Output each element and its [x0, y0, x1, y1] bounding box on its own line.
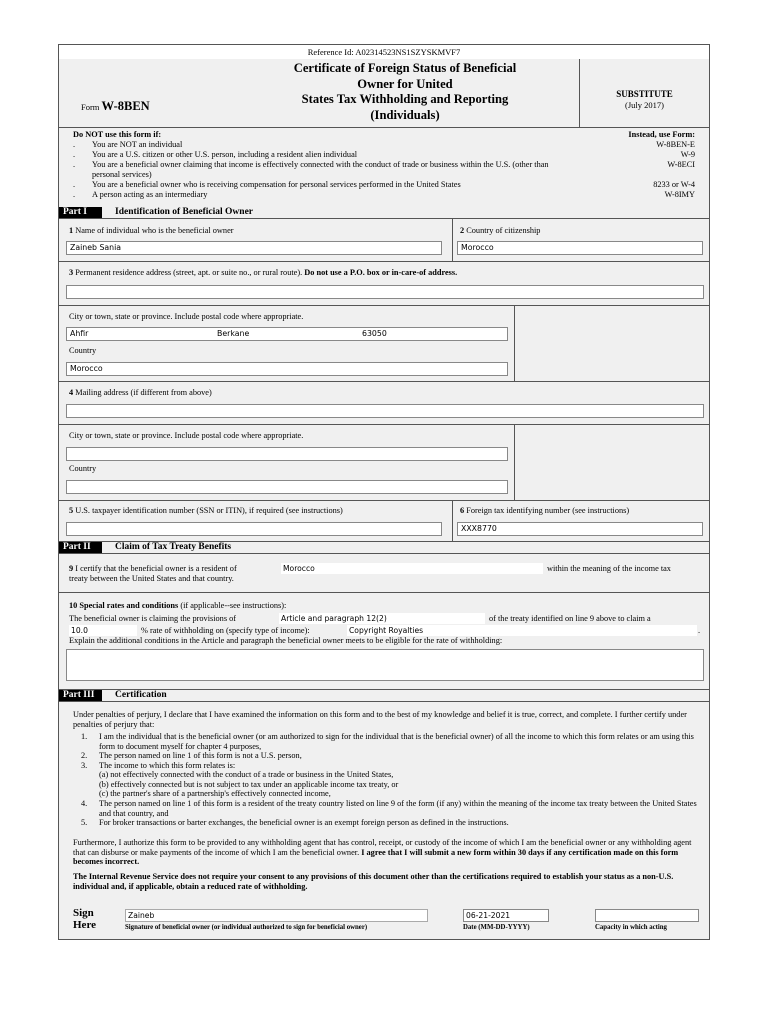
- line-4-label: Mailing address (if different from above): [75, 388, 212, 397]
- country-of-citizenship-field[interactable]: Morocco: [457, 241, 703, 255]
- line-number: 10: [69, 601, 78, 610]
- item-text: The person named on line 1 of this form is a resident of the treaty country listed on line 9 of the form (if any) within the meaning of the income tax treaty between the United States and that country, and: [99, 798, 697, 818]
- city-field[interactable]: [66, 327, 508, 341]
- line-10-text-3: % rate of withholding on (specify type of income):: [141, 626, 310, 635]
- capacity-field[interactable]: [595, 909, 699, 922]
- item-number: 2.: [81, 751, 88, 760]
- line-4-section: [59, 382, 709, 425]
- item-text: (c) the partner's share of a partnership's effectively connected income,: [99, 789, 331, 799]
- line-9-section: [59, 554, 709, 593]
- list-item: [81, 818, 693, 828]
- title-line: States Tax Withholding and Reporting: [301, 92, 509, 106]
- divider: [452, 219, 453, 261]
- postal-value: 63050: [362, 329, 387, 338]
- alt-form: W-8BEN-E: [656, 140, 695, 149]
- revision-date: (July 2017): [625, 100, 664, 110]
- form-title: [231, 61, 579, 123]
- certification-section: [59, 702, 709, 940]
- treaty-country-field[interactable]: Morocco: [281, 563, 543, 574]
- line-10-text-4: Explain the additional conditions in the Article and paragraph the beneficial owner meets to be eligible for the rate of withholding:: [69, 636, 503, 645]
- state-value: Berkane: [217, 329, 250, 338]
- line-number: 5: [69, 506, 74, 515]
- list-item: [81, 789, 693, 799]
- part3-name: Certification: [115, 690, 167, 700]
- permanent-address-field[interactable]: [66, 285, 704, 299]
- item-number: 1.: [81, 732, 88, 741]
- item-text: The person named on line 1 of this form is not a U.S. person,: [99, 751, 302, 760]
- mailing-country-label: Country: [69, 464, 97, 473]
- do-not-use-heading: Do NOT use this form if:: [73, 130, 162, 139]
- bullet: .: [73, 190, 76, 199]
- line-10-text-2: of the treaty identified on line 9 above to claim a: [489, 614, 651, 623]
- line-number: 2: [460, 226, 465, 235]
- line-9-text-3: treaty between the United States and that country.: [69, 574, 234, 583]
- treaty-article-field[interactable]: Article and paragraph 12(2): [279, 613, 485, 624]
- furthermore-paragraph: [73, 838, 695, 867]
- bullet: .: [73, 160, 76, 169]
- part3-label: Part III: [59, 690, 102, 701]
- city-value: Ahfir: [70, 329, 89, 338]
- list-item-text: You are a beneficial owner who is receiving compensation for personal services performed in the United States: [92, 180, 461, 189]
- list-item-text: You are NOT an individual: [92, 140, 183, 149]
- line-number: 6: [460, 506, 465, 515]
- part2-label: Part II: [59, 542, 102, 553]
- w8ben-form: [58, 44, 710, 940]
- sign-text: Sign: [73, 907, 94, 919]
- certification-list: [81, 732, 697, 828]
- item-number: 3.: [81, 760, 88, 770]
- line-1-label: Name of individual who is the beneficial owner: [75, 226, 234, 235]
- item-text: (b) effectively connected but is not subject to tax under an applicable income tax treaty, or: [99, 779, 399, 789]
- us-tin-field[interactable]: [66, 522, 442, 536]
- item-number: 4.: [81, 798, 88, 808]
- part2-name: Claim of Tax Treaty Benefits: [115, 542, 232, 552]
- irs-note: The Internal Revenue Service does not require your consent to any provisions of this document other than the certifications required to establish your status as a non-U.S. individual and, if applicable, obtain a reduced rate of withholding.: [73, 872, 674, 891]
- form-prefix: Form: [81, 102, 100, 112]
- line-10-section: [59, 593, 709, 690]
- country-field[interactable]: Morocco: [66, 362, 508, 376]
- mailing-city-label: City or town, state or province. Include postal code where appropriate.: [69, 431, 304, 440]
- alt-form: 8233 or W-4: [653, 180, 695, 189]
- line-3-section: [59, 262, 709, 306]
- alt-form: W-8ECI: [667, 160, 695, 169]
- divider: [452, 501, 453, 541]
- form-number: [81, 99, 150, 114]
- title-line: Certificate of Foreign Status of Beneficial: [293, 61, 517, 75]
- line-9-text: I certify that the beneficial owner is a resident of: [75, 564, 237, 573]
- item-text: I am the individual that is the beneficial owner (or am authorized to sign for the individual that is the beneficial owner) of all the income to which this form relates or am using this form to document myself for chapter 4 purposes,: [99, 732, 694, 751]
- alt-form: W-8IMY: [664, 190, 695, 199]
- line-3-warning: Do not use a P.O. box or in-care-of address.: [304, 268, 458, 277]
- instead-heading: Instead, use Form:: [628, 130, 695, 139]
- part3-header: [59, 690, 709, 702]
- country-label: Country: [69, 346, 97, 355]
- furthermore-bold: I agree that I will submit a new form within 30 days if any certification made on this form becomes incorrect.: [73, 847, 679, 867]
- form-number-text: W-8BEN: [101, 99, 150, 113]
- bullet: .: [73, 150, 76, 159]
- substitute-label: SUBSTITUTE: [616, 89, 673, 99]
- mailing-city-field[interactable]: [66, 447, 508, 461]
- line-number: 1: [69, 226, 74, 235]
- foreign-tin-field[interactable]: XXX8770: [457, 522, 703, 536]
- city-country-section: [59, 306, 709, 382]
- line-number: 3: [69, 268, 74, 277]
- line-2-label: Country of citizenship: [466, 226, 541, 235]
- list-item: [81, 761, 693, 771]
- form-header: [59, 59, 709, 128]
- line-number: 9: [69, 564, 74, 573]
- alt-form: W-9: [680, 150, 695, 159]
- line-9-text-2: within the meaning of the income tax: [547, 564, 671, 573]
- withholding-rate-field[interactable]: 10.0: [69, 625, 137, 636]
- capacity-caption: Capacity in which acting: [595, 924, 667, 931]
- date-field[interactable]: 06-21-2021: [463, 909, 549, 922]
- list-item: [81, 770, 693, 780]
- list-item: [81, 751, 693, 761]
- list-item: [81, 780, 693, 790]
- furthermore-text: Furthermore, I authorize this form to be provided to any withholding agent that has control, receipt, or custody of the income of which I am the beneficial owner or any withholding agent that can disburse or make payments of the income of which I am the beneficial owner.: [73, 838, 692, 857]
- certification-intro: Under penalties of perjury, I declare that I have examined the information on this form and to the best of my knowledge and belief it is true, correct, and complete. I further certify under penalties of perjury that:: [73, 710, 687, 729]
- mailing-country-field[interactable]: [66, 480, 508, 494]
- divider: [514, 306, 515, 381]
- line-1-2-section: [59, 219, 709, 262]
- line-5-6-section: [59, 501, 709, 542]
- income-type-field[interactable]: Copyright Royalties: [347, 625, 697, 636]
- part1-header: [59, 207, 709, 219]
- item-number: 5.: [81, 817, 88, 827]
- do-not-use-section: [59, 127, 709, 208]
- divider: [514, 425, 515, 500]
- mailing-city-section: [59, 425, 709, 501]
- bullet: .: [73, 140, 76, 149]
- list-item: [81, 798, 697, 818]
- item-text: (a) not effectively connected with the conduct of a trade or business in the United States,: [99, 770, 394, 780]
- line-6-label: Foreign tax identifying number (see instructions): [466, 506, 630, 515]
- list-item: [81, 732, 693, 751]
- part2-header: [59, 542, 709, 554]
- list-item-text: A person acting as an intermediary: [92, 190, 208, 199]
- sign-here-label: [73, 907, 96, 931]
- part1-label: Part I: [59, 207, 102, 218]
- city-label: City or town, state or province. Include postal code where appropriate.: [69, 312, 304, 321]
- additional-conditions-field[interactable]: [66, 649, 704, 681]
- line-10-heading-2: (if applicable--see instructions):: [180, 601, 287, 610]
- item-text: The income to which this form relates is:: [99, 760, 236, 770]
- period: .: [698, 626, 701, 635]
- signature-field[interactable]: Zaineb: [125, 909, 428, 922]
- item-text: For broker transactions or barter exchanges, the beneficial owner is an exempt foreign person as defined in the instructions.: [99, 817, 509, 827]
- part1-name: Identification of Beneficial Owner: [115, 207, 253, 217]
- substitute-block: [580, 89, 709, 111]
- reference-id: Reference Id: A02314523NS1SZYSKMVF7: [59, 45, 709, 60]
- list-item-text: You are a U.S. citizen or other U.S. person, including a resident alien individual: [92, 150, 358, 159]
- line-5-label: U.S. taxpayer identification number (SSN or ITIN), if required (see instructions): [75, 506, 343, 515]
- bullet: .: [73, 180, 76, 189]
- mailing-address-field[interactable]: [66, 404, 704, 418]
- date-caption: Date (MM-DD-YYYY): [463, 924, 530, 931]
- line-10-text: The beneficial owner is claiming the provisions of: [69, 614, 237, 623]
- list-item-text: You are a beneficial owner claiming that income is effectively connected with the conduct of trade or business within the U.S. (other than personal services): [92, 160, 549, 179]
- line-number: 4: [69, 388, 74, 397]
- beneficial-owner-name-field[interactable]: Zaineb Sania: [66, 241, 442, 255]
- title-line: (Individuals): [370, 107, 440, 122]
- line-10-heading: Special rates and conditions: [79, 601, 179, 610]
- here-text: Here: [73, 919, 97, 931]
- title-line: Owner for United: [357, 76, 453, 91]
- line-3-label: Permanent residence address (street, apt. or suite no., or rural route).: [75, 268, 303, 277]
- signature-caption: Signature of beneficial owner (or individual authorized to sign for beneficial owner): [125, 924, 368, 931]
